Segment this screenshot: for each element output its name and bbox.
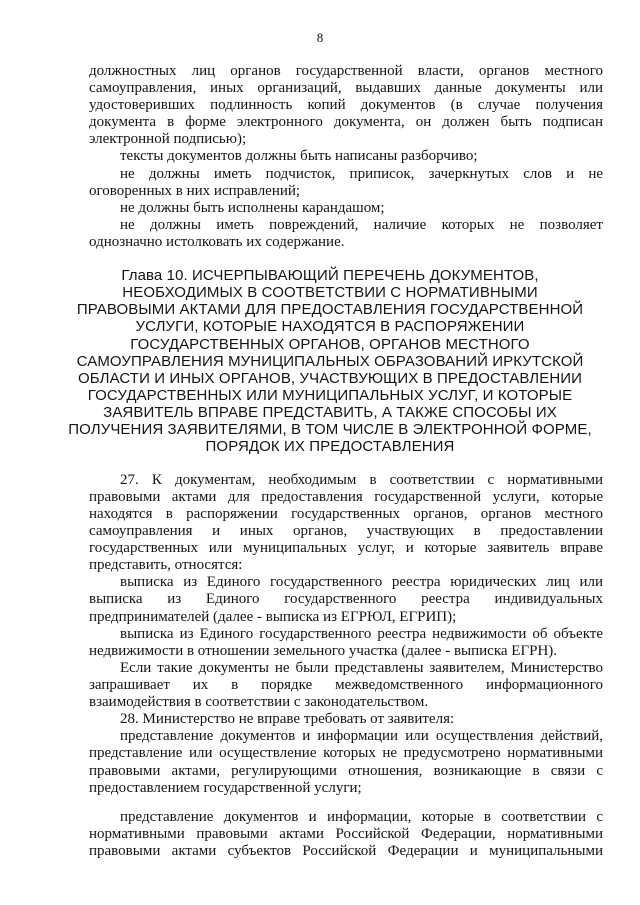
text-line: не должны иметь подчисток, приписок, зачеркнутых слов и не bbox=[120, 166, 603, 182]
text-line: находятся в распоряжении государственных органов, органов местного bbox=[89, 506, 603, 522]
text-line: 27. К документам, необходимым в соответствии с нормативными bbox=[120, 472, 603, 488]
text-line: выписка из Единого государственного реестра юридических лиц или bbox=[120, 574, 603, 590]
chapter-heading-line: САМОУПРАВЛЕНИЯ МУНИЦИПАЛЬНЫХ ОБРАЗОВАНИЙ ИРКУТСКОЙ bbox=[76, 353, 584, 370]
text-line: представление или осуществление которых не предусмотрено нормативными bbox=[89, 745, 603, 761]
chapter-heading-line: УСЛУГИ, КОТОРЫЕ НАХОДЯТСЯ В РАСПОРЯЖЕНИИ bbox=[135, 318, 525, 335]
page-number: 8 bbox=[316, 30, 324, 45]
text-line: Если такие документы не были представлены заявителем, Министерство bbox=[120, 660, 603, 676]
text-line: запрашивает их в порядке межведомственного информационного bbox=[89, 677, 603, 693]
text-line: правовыми актами для предоставления государственной услуги, которые bbox=[89, 489, 603, 505]
text-line: предпринимателей (далее - выписка из ЕГРЮЛ, ЕГРИП); bbox=[89, 609, 457, 625]
text-line: документа в форме электронного документа, он должен быть подписан bbox=[89, 114, 603, 130]
text-line: недвижимости в отношении земельного участка (далее - выписка ЕГРН). bbox=[89, 643, 558, 659]
text-line: однозначно истолковать их содержание. bbox=[89, 234, 345, 250]
chapter-heading-line: ЗАЯВИТЕЛЬ ВПРАВЕ ПРЕДСТАВИТЬ, А ТАКЖЕ СПОСОБЫ ИХ bbox=[103, 404, 557, 421]
text-line: не должны быть исполнены карандашом; bbox=[120, 200, 385, 216]
text-line: оговоренных в них исправлений; bbox=[89, 183, 301, 199]
text-line: правовыми актами, регулирующими отношения, возникающие в связи с bbox=[89, 763, 603, 779]
text-line: представление документов и информации или осуществления действий, bbox=[120, 728, 603, 744]
text-line: не должны иметь повреждений, наличие которых не позволяет bbox=[120, 217, 603, 233]
text-line: тексты документов должны быть написаны разборчиво; bbox=[120, 148, 478, 164]
text-line: нормативными правовыми актами Российской Федерации, нормативными bbox=[89, 826, 603, 842]
text-line: правовыми актами субъектов Российской Федерации и муниципальными bbox=[89, 843, 603, 859]
chapter-heading-line: ОБЛАСТИ И ИНЫХ ОРГАНОВ, УЧАСТВУЮЩИХ В ПРЕДОСТАВЛЕНИИ bbox=[77, 370, 583, 387]
text-line: государственных или муниципальных услуг, и которые заявитель вправе bbox=[89, 540, 603, 556]
chapter-heading-line: ПРАВОВЫМИ АКТАМИ ДЛЯ ПРЕДОСТАВЛЕНИЯ ГОСУДАРСТВЕННОЙ bbox=[76, 301, 584, 318]
chapter-heading-line: Глава 10. ИСЧЕРПЫВАЮЩИЙ ПЕРЕЧЕНЬ ДОКУМЕНТОВ, bbox=[121, 267, 539, 284]
text-line: должностных лиц органов государственной власти, органов местного bbox=[89, 63, 603, 79]
chapter-heading-line: ПОРЯДОК ИХ ПРЕДОСТАВЛЕНИЯ bbox=[205, 438, 455, 455]
chapter-heading-line: ГОСУДАРСТВЕННЫХ ИЛИ МУНИЦИПАЛЬНЫХ УСЛУГ, И КОТОРЫЕ bbox=[87, 387, 573, 404]
text-line: представить, относятся: bbox=[89, 557, 243, 573]
chapter-heading-line: ГОСУДАРСТВЕННЫХ ОРГАНОВ, ОРГАНОВ МЕСТНОГО bbox=[130, 336, 530, 353]
chapter-heading-line: ПОЛУЧЕНИЯ ЗАЯВИТЕЛЯМИ, В ТОМ ЧИСЛЕ В ЭЛЕКТРОННОЙ ФОРМЕ, bbox=[68, 421, 592, 438]
text-line: самоуправления, иных организаций, выдавших данные документы или bbox=[89, 80, 603, 96]
text-line: предоставлением государственной услуги; bbox=[89, 780, 362, 796]
chapter-heading-line: НЕОБХОДИМЫХ В СООТВЕТСТВИИ С НОРМАТИВНЫМИ bbox=[122, 284, 538, 301]
text-line: электронной подписью); bbox=[89, 131, 247, 147]
text-line: выписка из Единого государственного реестра индивидуальных bbox=[89, 591, 603, 607]
text-line: 28. Министерство не вправе требовать от заявителя: bbox=[120, 711, 455, 727]
text-line: удостоверивших подлинность копий документов (в случае получения bbox=[89, 97, 603, 113]
text-line: самоуправления и иных органов, участвующих в предоставлении bbox=[89, 523, 603, 539]
text-line: взаимодействия в соответствии с законодательством. bbox=[89, 694, 429, 710]
text-line: выписка из Единого государственного реестра недвижимости об объекте bbox=[120, 626, 603, 642]
text-line: представление документов и информации, которые в соответствии с bbox=[120, 809, 603, 825]
